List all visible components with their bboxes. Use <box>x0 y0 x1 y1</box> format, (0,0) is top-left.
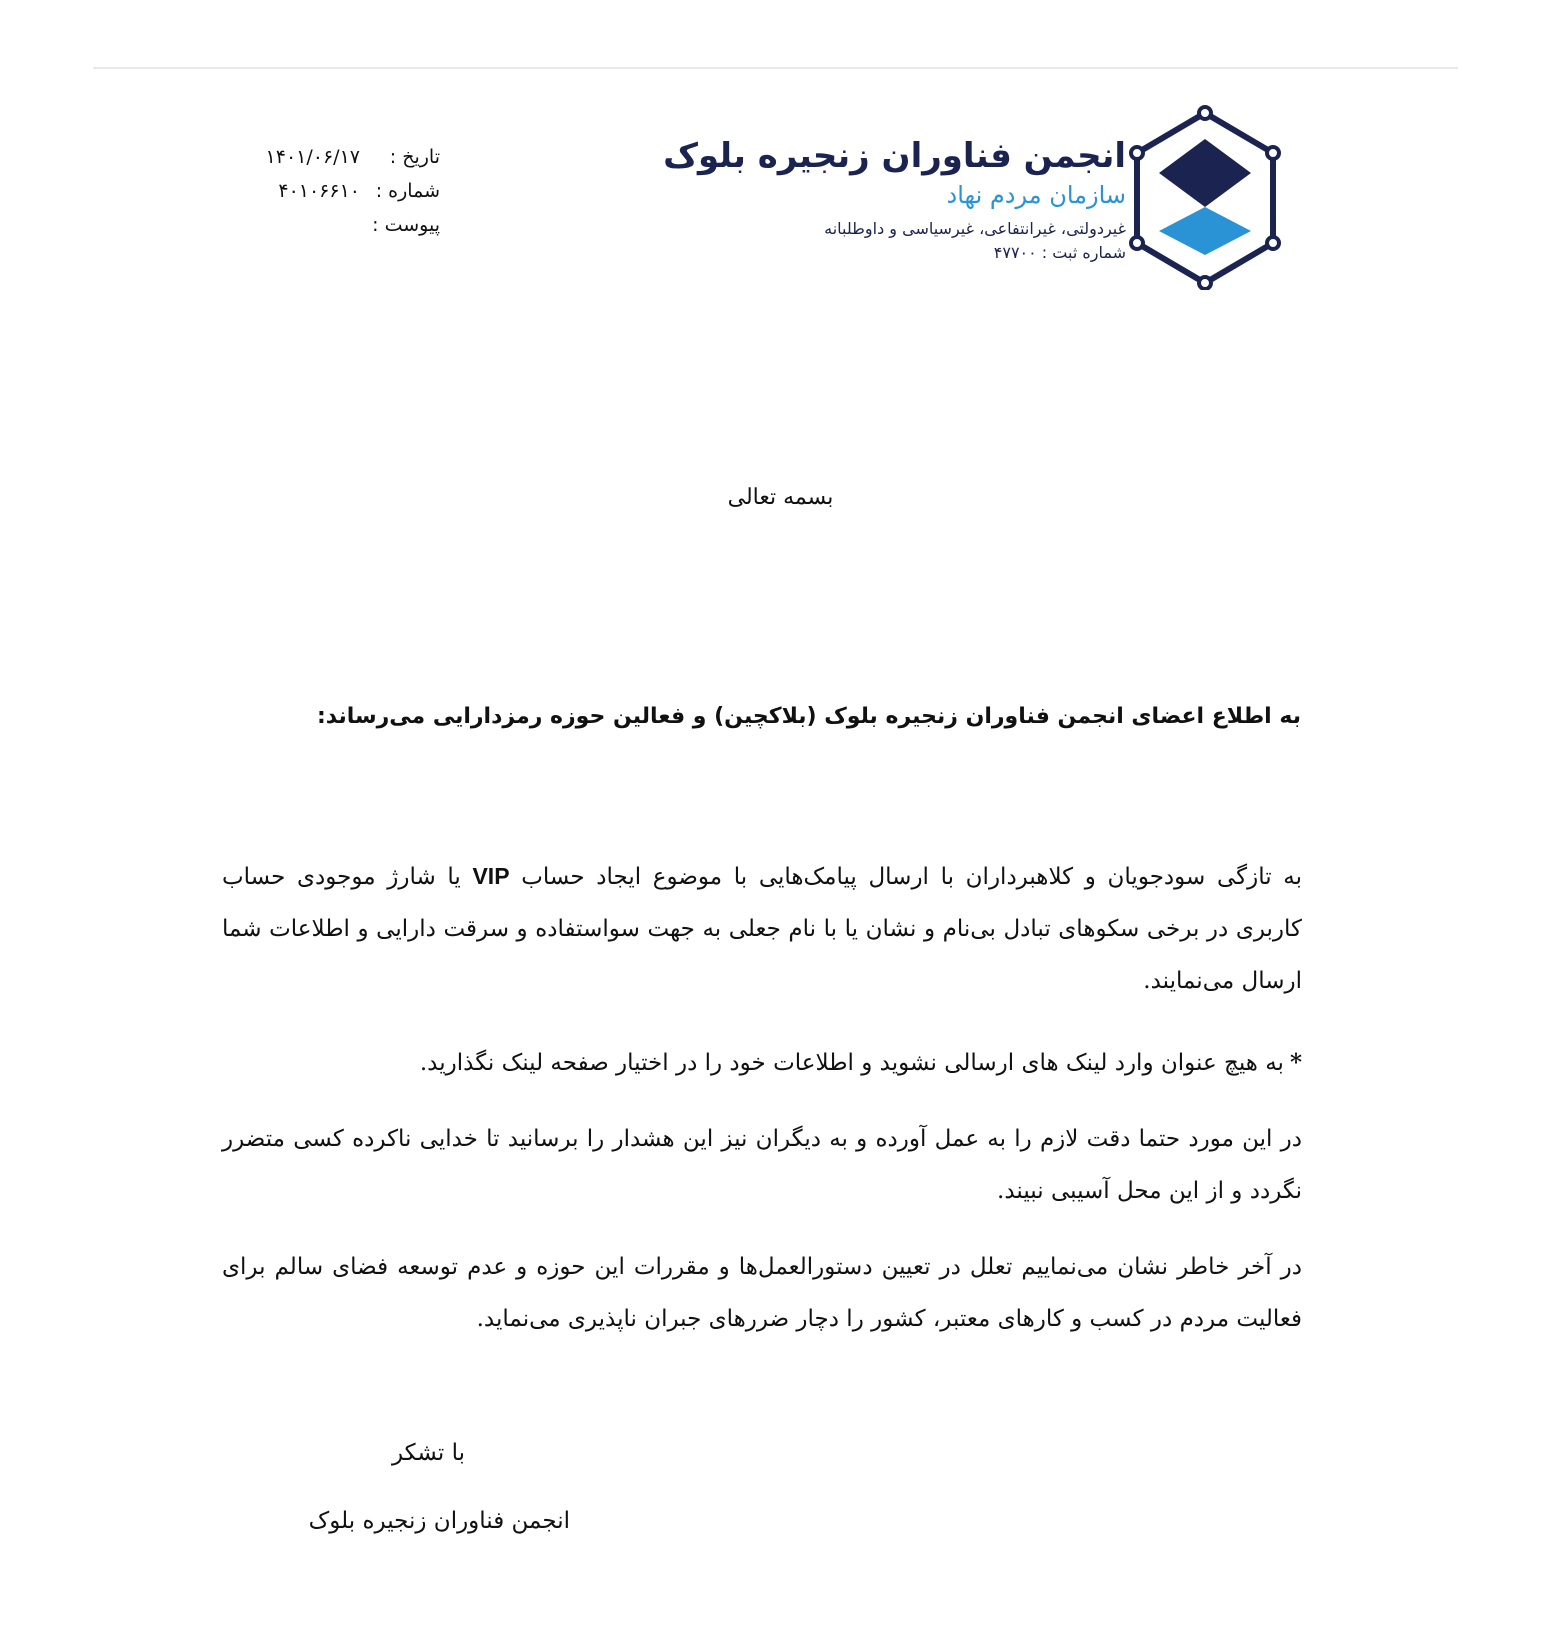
org-description: غیردولتی، غیرانتفاعی، غیرسیاسی و داوطلبانه <box>824 219 1126 238</box>
org-name: انجمن فناوران زنجیره بلوک <box>663 136 1126 176</box>
basmala-heading: بسمه تعالی <box>727 485 834 510</box>
letterhead-org <box>606 136 1126 264</box>
org-registration: شماره ثبت : ۴۷۷۰۰ <box>993 243 1126 262</box>
paragraph-conclusion: در آخر خاطر نشان می‌نماییم تعلل در تعیین دستورالعمل‌ها و مقررات این حوزه و عدم توسعه فضای سالم برای فعالیت مردم در کسب و کارهای معتبر، کشور را دچار ضررهای جبران ناپذیری می‌نماید. <box>222 1254 1302 1332</box>
org-subtitle: سازمان مردم نهاد <box>946 181 1126 209</box>
paragraph-warning-end: یا شارژ موجودی حساب کاربری در برخی سکوهای تبادل بی‌نام و نشان یا با نام جعلی به جهت سواستفاده و سرقت دارایی و اطلاعات شما ارسال می‌نمایند. <box>222 864 1302 994</box>
signature: انجمن فناوران زنجیره بلوک <box>308 1508 570 1534</box>
blockchain-logo-icon <box>1125 105 1285 290</box>
meta-number-row <box>230 174 440 208</box>
meta-number-label: شماره : <box>375 180 440 202</box>
paragraph-notice-text: به هیچ عنوان وارد لینک های ارسالی نشوید و اطلاعات خود را در اختیار صفحه لینک نگذارید. <box>419 1050 1284 1076</box>
salutation: به اطلاع اعضای انجمن فناوران زنجیره بلوک (بلاکچین) و فعالین حوزه رمزدارایی می‌رساند: <box>316 704 1301 729</box>
letter-meta <box>230 140 440 242</box>
closing-thanks: با تشکر <box>391 1440 465 1466</box>
meta-attachment-row <box>230 208 440 242</box>
asterisk-icon: * <box>1289 1049 1302 1076</box>
paragraph-notice <box>222 1037 1302 1089</box>
meta-date-row <box>230 140 440 174</box>
meta-number-value: ۴۰۱۰۶۶۱۰ <box>278 180 360 202</box>
header-divider <box>93 67 1458 69</box>
meta-date-label: تاریخ : <box>389 146 440 168</box>
paragraph-warning <box>222 850 1302 1007</box>
meta-date-value: ۱۴۰۱/۰۶/۱۷ <box>265 146 360 168</box>
meta-attachment-label: پیوست : <box>372 214 440 236</box>
vip-term: VIP <box>472 863 510 889</box>
paragraph-caution: در این مورد حتما دقت لازم را به عمل آورده و به دیگران نیز این هشدار را برسانید تا خدایی ناکرده کسی متضرر نگردد و از این محل آسیبی نبیند. <box>222 1126 1302 1204</box>
paragraph-warning-start: به تازگی سودجویان و کلاهبرداران با ارسال پیامک‌هایی با موضوع ایجاد حساب <box>509 864 1302 890</box>
